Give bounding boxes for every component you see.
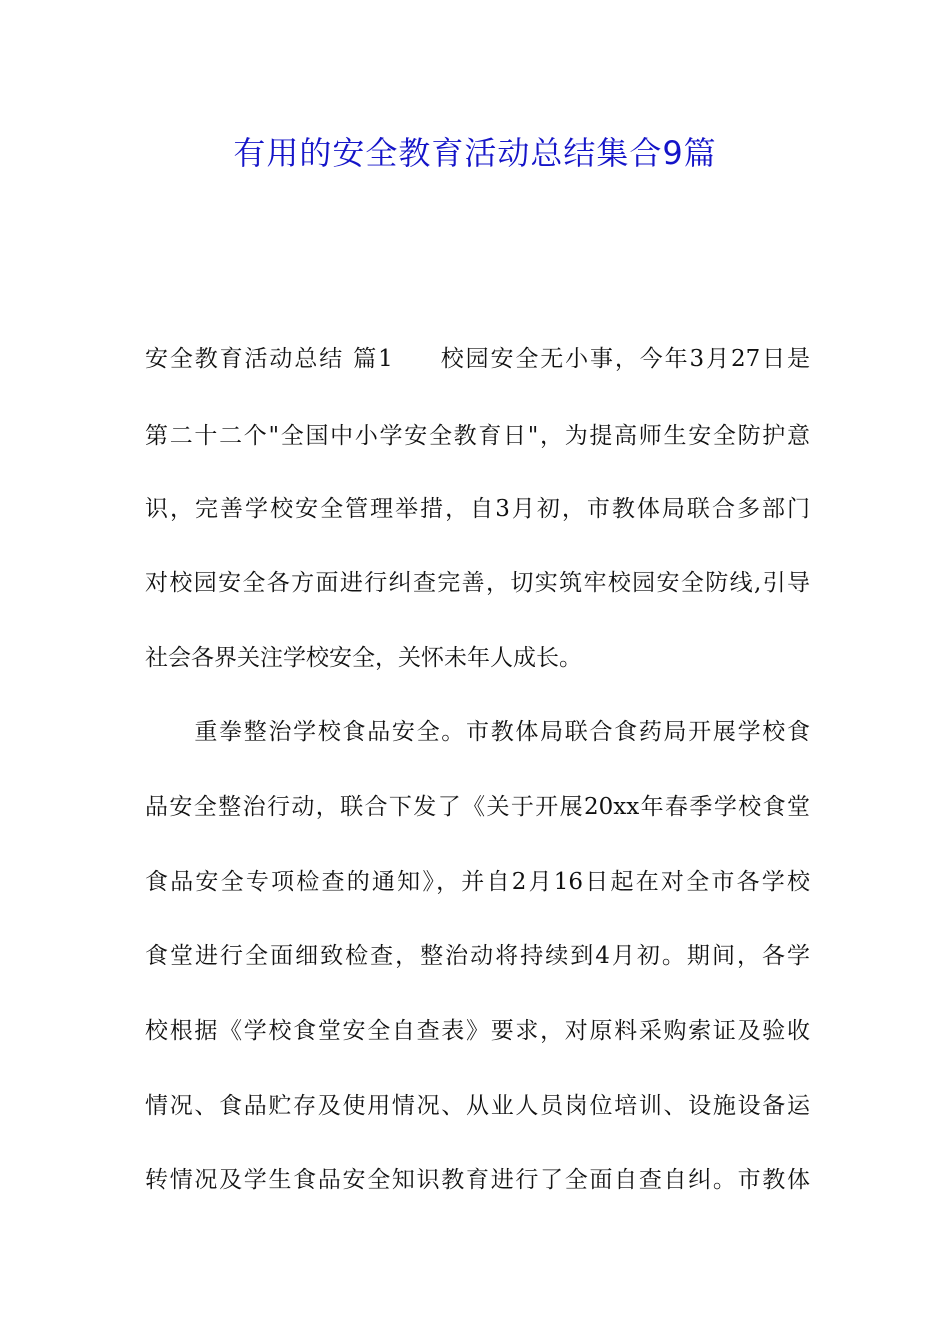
- body-line-9: 食堂进行全面细致检查，整治动将持续到4月初。期间，各学: [145, 943, 810, 969]
- body-line-4: 对校园安全各方面进行纠查完善，切实筑牢校园安全防线,引导: [145, 570, 810, 596]
- body-line-8: 食品安全专项检查的通知》，并自2月16日起在对全市各学校: [145, 869, 810, 895]
- body-line-11: 情况、食品贮存及使用情况、从业人员岗位培训、设施设备运: [145, 1093, 810, 1119]
- body-line-10: 校根据《学校食堂安全自查表》要求，对原料采购索证及验收: [145, 1018, 810, 1044]
- paragraph-text: 校园安全无小事，今年3月27日是: [438, 346, 810, 372]
- body-line-12: 转情况及学生食品安全知识教育进行了全面自查自纠。市教体: [145, 1167, 810, 1193]
- section-heading: 安全教育活动总结 篇1: [145, 346, 393, 372]
- body-line-2: 第二十二个"全国中小学安全教育日"，为提高师生安全防护意: [145, 423, 810, 449]
- body-line-3: 识，完善学校安全管理举措，自3月初，市教体局联合多部门: [145, 496, 810, 522]
- body-line-1: [145, 339, 810, 379]
- body-line-6: 重拳整治学校食品安全。市教体局联合食药局开展学校食: [145, 719, 810, 745]
- body-line-5: 社会各界关注学校安全，关怀未年人成长。: [145, 645, 582, 671]
- body-line-7: 品安全整治行动，联合下发了《关于开展20xx年春季学校食堂: [145, 794, 810, 820]
- document-title: 有用的安全教育活动总结集合9篇: [233, 134, 717, 172]
